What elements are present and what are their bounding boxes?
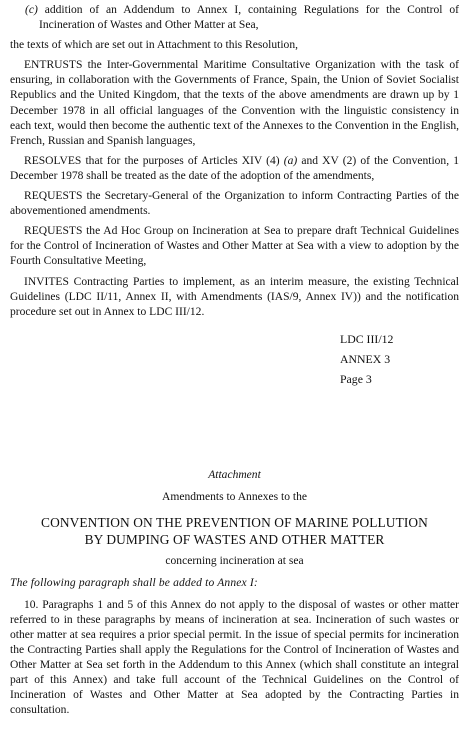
attachment-subtitle: Amendments to Annexes to the bbox=[162, 490, 307, 503]
resolves-paragraph bbox=[10, 154, 459, 184]
amendment-instruction: The following paragraph shall be added to Annex I: bbox=[10, 577, 258, 590]
clause-c-label: (c) bbox=[25, 4, 38, 16]
annex-number: ANNEX 3 bbox=[340, 351, 391, 366]
resolves-text-b: and XV (2) of the Convention, 1 December 1978 shall be treated as the date of the adoption of the amendments, bbox=[10, 154, 459, 182]
convention-title-line-2: BY DUMPING OF WASTES AND OTHER MATTER bbox=[84, 531, 385, 547]
doc-number: LDC III/12 bbox=[340, 331, 394, 346]
invites-paragraph bbox=[10, 275, 459, 320]
paragraph-10: 10. Paragraphs 1 and 5 of this Annex do not apply to the disposal of wastes or other matter referred to in these paragraphs by means of incineration at sea. Incineration of such wastes or other matter at sea requires a prior special permit. In the issue of special permits for incineration the Contracting Parties shall apply the Regulations for the Control of Incineration of Wastes and Other Matter at Sea set forth in the Addendum to this Annex (which shall constitute an integral part of this Annex) and take full account of the Technical Guidelines on the Control of Incineration of Wastes and Other Matter at Sea adopted by the Contracting Parties in consultation. bbox=[10, 599, 459, 716]
requests-secretary-general-paragraph bbox=[10, 189, 459, 219]
page-header-reference bbox=[340, 329, 459, 389]
texts-line: the texts of which are set out in Attachment to this Resolution, bbox=[10, 39, 298, 52]
attachment-title: Attachment bbox=[208, 468, 261, 481]
resolves-text-a: that for the purposes of Articles XIV (4) bbox=[81, 154, 284, 167]
clause-c-paragraph bbox=[10, 3, 459, 33]
requests-sg-text: the Secretary-General of the Organization to inform Contracting Parties of the abovementioned amendments. bbox=[10, 190, 459, 218]
entrusts-paragraph bbox=[10, 58, 459, 149]
concerning-line: concerning incineration at sea bbox=[165, 554, 304, 567]
entrusts-text: the Inter-Governmental Maritime Consultative Organization with the task of ensuring, in collaboration with the Governments of France, Spain, the Union of Soviet Socialist Republics and the United Kingdom, that the texts of the above amendments are drawn up by 1 December 1978 in all official languages of the Convention with the linguistic consistency in each text, would then become the authentic text of the Annexes to the Convention in the English, French, Russian and Spanish languages, bbox=[10, 59, 459, 147]
requests-keyword: REQUESTS bbox=[24, 190, 83, 203]
entrusts-keyword: ENTRUSTS bbox=[24, 59, 83, 72]
requests-keyword: REQUESTS bbox=[24, 225, 83, 238]
requests-ad-hoc-paragraph bbox=[10, 224, 459, 269]
requests-ad-hoc-text: the Ad Hoc Group on Incineration at Sea to prepare draft Technical Guidelines for the Control of Incineration of Wastes and Other Matter at Sea with a view to adoption by the Fourth Consultative Meeting, bbox=[10, 225, 459, 268]
clause-c-text: addition of an Addendum to Annex I, containing Regulations for the Control of Incineration of Wastes and Other Matter at Sea, bbox=[37, 4, 459, 32]
resolves-keyword: RESOLVES bbox=[24, 154, 82, 167]
convention-title bbox=[10, 514, 459, 548]
invites-keyword: INVITES bbox=[24, 275, 69, 288]
page-number: Page 3 bbox=[340, 371, 372, 386]
convention-title-line-1: CONVENTION ON THE PREVENTION OF MARINE POLLUTION bbox=[41, 514, 428, 530]
resolves-italic-a: (a) bbox=[283, 154, 298, 167]
invites-text: Contracting Parties to implement, as an interim measure, the existing Technical Guidelines (LDC II/11, Annex II, with Amendments (IAS/9, Annex IV)) and the notification procedure set out in Annex to LDC III/12. bbox=[10, 275, 459, 318]
